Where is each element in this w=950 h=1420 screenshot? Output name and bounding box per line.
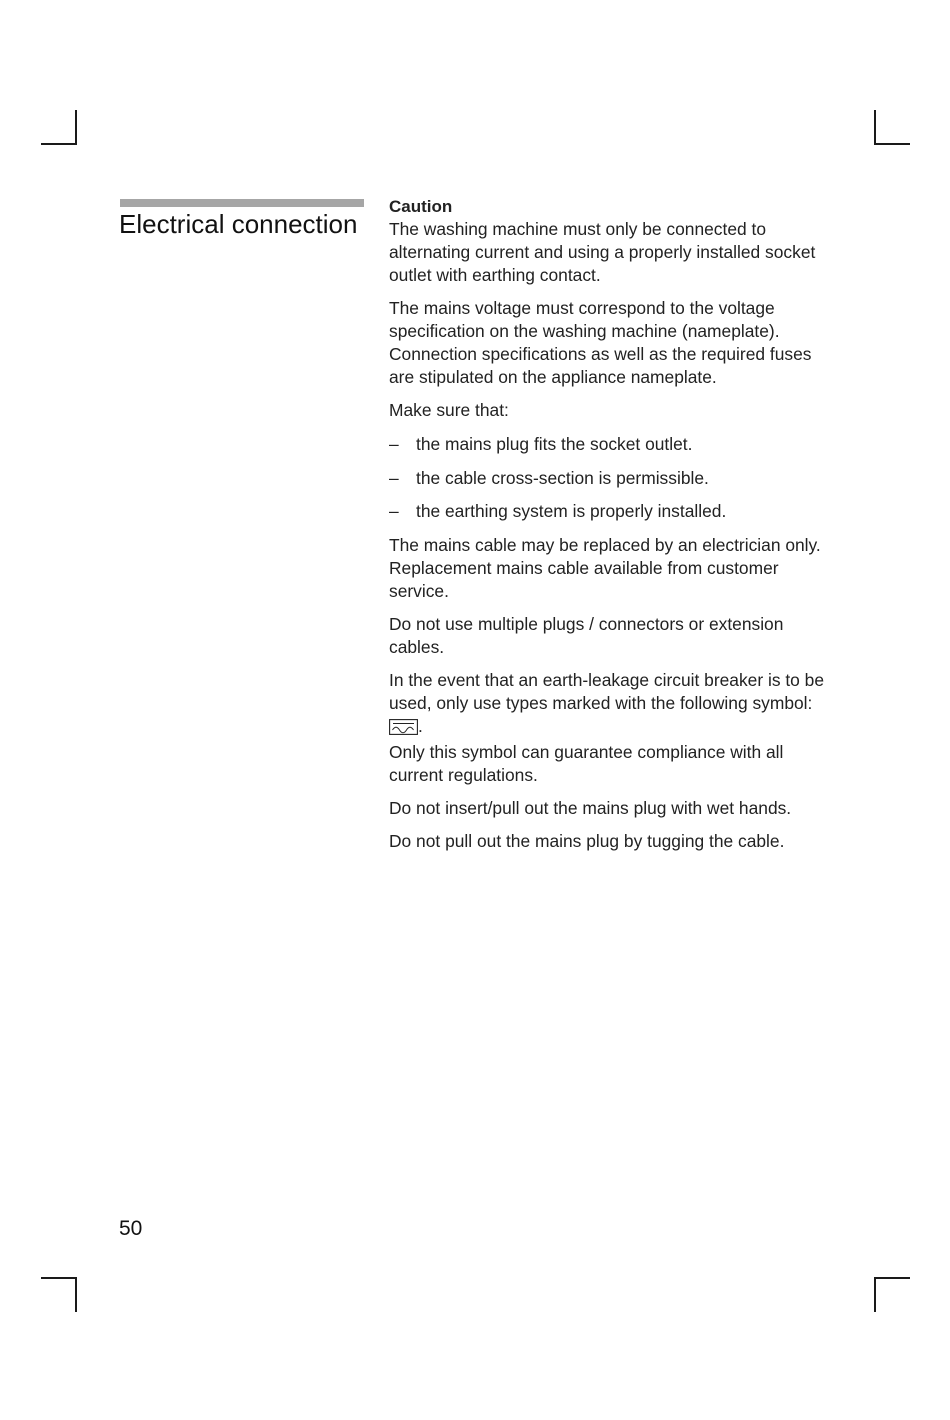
crop-mark-bottom-right-vertical [874, 1277, 876, 1312]
crop-mark-bottom-left-horizontal [41, 1277, 77, 1279]
cable-replace-text: The mains cable may be replaced by an electrician only. [389, 534, 821, 555]
caution-block [389, 195, 829, 287]
crop-mark-top-right-vertical [874, 110, 876, 145]
tugging-paragraph: Do not pull out the mains plug by tugging the cable. [389, 830, 785, 851]
dash-bullet: – [389, 467, 399, 488]
checklist-item [389, 433, 829, 456]
page-number: 50 [119, 1217, 143, 1240]
checklist-item [389, 500, 829, 523]
ac-dc-residual-current-symbol-icon [389, 718, 418, 741]
checklist-item-text: the mains plug fits the socket outlet. [416, 434, 693, 454]
cable-paragraph [389, 534, 829, 603]
crop-mark-top-right-horizontal [874, 143, 910, 145]
section-title: Electrical connection [119, 209, 358, 239]
compliance-text: Only this symbol can guarantee compliance with all current regulations. [389, 741, 784, 785]
checklist-item-text: the cable cross-section is permissible. [416, 467, 709, 488]
crop-mark-top-left-vertical [75, 110, 77, 145]
crop-mark-bottom-right-horizontal [874, 1277, 910, 1279]
make-sure-paragraph: Make sure that: [389, 400, 509, 420]
dash-bullet: – [389, 501, 399, 522]
wet-hands-paragraph: Do not insert/pull out the mains plug with wet hands. [389, 797, 792, 818]
caution-label: Caution [389, 197, 453, 216]
multiple-plugs-paragraph: Do not use multiple plugs / connectors or extension cables. [389, 613, 784, 657]
caution-text: The washing machine must only be connected to alternating current and using a properly installed socket outlet with earthing contact. [389, 219, 816, 285]
cable-available-text: Replacement mains cable available from customer service. [389, 557, 779, 601]
dash-bullet: – [389, 434, 399, 454]
checklist-item-text: the earthing system is properly installed. [416, 501, 727, 522]
content-column [389, 195, 829, 863]
voltage-paragraph: The mains voltage must correspond to the voltage specification on the washing machine (nameplate). Connection specifications as well as the required fuses are stipulated on the appliance nameplate. [389, 298, 812, 387]
crop-mark-bottom-left-vertical [75, 1277, 77, 1312]
crop-mark-top-left-horizontal [41, 143, 77, 145]
breaker-paragraph [389, 669, 829, 787]
breaker-text-end: . [418, 715, 423, 736]
section-divider-bar [120, 199, 364, 207]
breaker-text: In the event that an earth-leakage circuit breaker is to be used, only use types marked with the following symbol: [389, 669, 825, 713]
checklist-item [389, 467, 829, 490]
